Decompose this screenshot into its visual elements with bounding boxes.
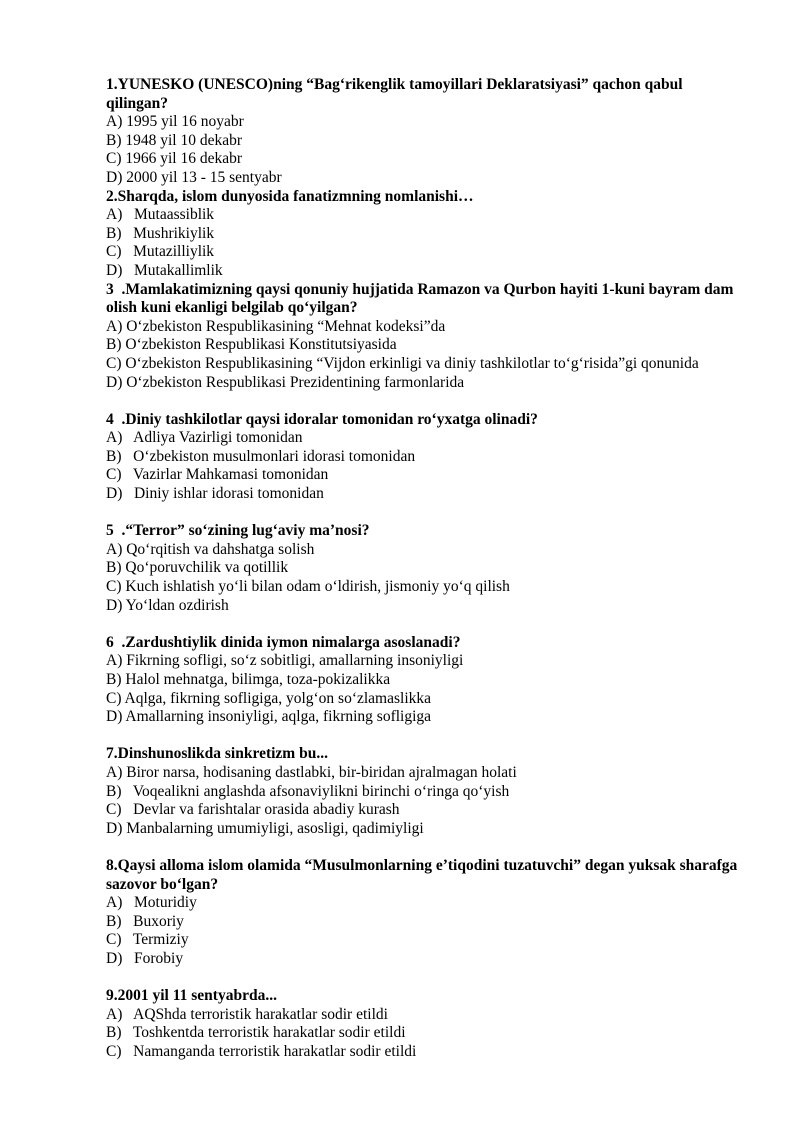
question-7 [106,745,738,838]
question-5-option-c: C) Kuch ishlatish yo‘li bilan odam o‘ldirish, jismoniy yo‘q qilish [106,578,510,596]
question-8-option-b: B) Buxoriy [106,912,184,930]
question-9-text: 9.2001 yil 11 sentyabrda... [106,987,277,1005]
question-2-option-a: A) Mutaassiblik [106,206,215,224]
question-9-option-b: B) Toshkentda terroristik harakatlar sodir etildi [106,1024,406,1042]
question-7-option-a: A) Biror narsa, hodisaning dastlabki, bir-biridan ajralmagan holati [106,763,517,781]
question-6-option-c: C) Aqlga, fikrning sofligiga, yolg‘on so‘zlamaslikka [106,689,432,707]
question-7-option-c: C) Devlar va farishtalar orasida abadiy kurash [106,801,400,819]
question-4-option-c: C) Vazirlar Mahkamasi tomonidan [106,466,329,484]
question-1-text: 1.YUNESKO (UNESCO)ning “Bag‘rikenglik tamoyillari Deklaratsiyasi” qachon qabul qilingan? [106,76,687,112]
question-3-option-b: B) O‘zbekiston Respublikasi Konstitutsiyasida [106,336,397,354]
question-2-text: 2.Sharqda, islom dunyosida fanatizmning nomlanishi… [106,187,474,205]
question-3-option-d: D) O‘zbekiston Respublikasi Prezidentining farmonlarida [106,373,465,391]
question-7-option-b: B) Voqealikni anglashda afsonaviylikni birinchi o‘ringa qo‘yish [106,782,510,800]
question-4-option-d: D) Diniy ishlar idorasi tomonidan [106,485,324,503]
question-6 [106,634,738,727]
question-2 [106,188,738,281]
question-1 [106,76,738,188]
question-3-text: 3 .Mamlakatimizning qaysi qonuniy hujjatida Ramazon va Qurbon hayiti 1-kuni bayram dam olish kuni ekanligi belgilab qo‘yilgan? [106,280,738,317]
question-4-option-a: A) Adliya Vazirligi tomonidan [106,429,303,447]
question-3-option-c: C) O‘zbekiston Respublikasining “Vijdon erkinligi va diniy tashkilotlar to‘g‘risida”gi qonunida [106,354,699,372]
question-4-text: 4 .Diniy tashkilotlar qaysi idoralar tomonidan ro‘yxatga olinadi? [106,410,538,428]
question-6-option-a: A) Fikrning sofligi, so‘z sobitligi, amallarning insoniyligi [106,652,464,670]
question-8-text: 8.Qaysi alloma islom olamida “Musulmonlarning e’tiqodini tuzatuvchi” degan yuksak sharafga sazovor bo‘lgan? [106,856,742,893]
question-2-option-b: B) Mushrikiylik [106,224,215,242]
question-8-option-d: D) Forobiy [106,949,184,967]
question-7-text: 7.Dinshunoslikda sinkretizm bu... [106,745,328,763]
question-1-option-d: D) 2000 yil 13 - 15 sentyabr [106,168,282,186]
question-3-option-a: A) O‘zbekiston Respublikasining “Mehnat kodeksi”da [106,317,446,335]
question-1-option-c: C) 1966 yil 16 dekabr [106,150,243,168]
question-4 [106,411,738,504]
question-6-option-d: D) Amallarning insoniyligi, aqlga, fikrning sofligiga [106,708,432,726]
question-5-text: 5 .“Terror” so‘zining lug‘aviy ma’nosi? [106,522,370,540]
question-4-option-b: B) O‘zbekiston musulmonlari idorasi tomonidan [106,447,416,465]
question-7-option-d: D) Manbalarning umumiyligi, asosligi, qadimiyligi [106,819,424,837]
question-3 [106,281,738,393]
question-5-option-b: B) Qo‘poruvchilik va qotillik [106,559,289,577]
question-2-option-d: D) Mutakallimlik [106,261,223,279]
question-6-text: 6 .Zardushtiylik dinida iymon nimalarga asoslanadi? [106,633,461,651]
question-5-option-d: D) Yo‘ldan ozdirish [106,596,229,614]
question-9 [106,987,738,1061]
question-8-option-c: C) Termiziy [106,931,189,949]
question-8 [106,856,742,969]
question-1-option-b: B) 1948 yil 10 dekabr [106,131,243,149]
question-9-option-a: A) AQShda terroristik harakatlar sodir etildi [106,1005,388,1023]
question-5-option-a: A) Qo‘rqitish va dahshatga solish [106,540,315,558]
question-9-option-c: C) Namanganda terroristik harakatlar sodir etildi [106,1042,417,1060]
question-5 [106,522,738,615]
question-1-option-a: A) 1995 yil 16 noyabr [106,113,244,131]
question-2-option-c: C) Mutazilliylik [106,243,215,261]
question-8-option-a: A) Moturidiy [106,894,197,912]
question-6-option-b: B) Halol mehnatga, bilimga, toza-pokizalikka [106,671,391,688]
